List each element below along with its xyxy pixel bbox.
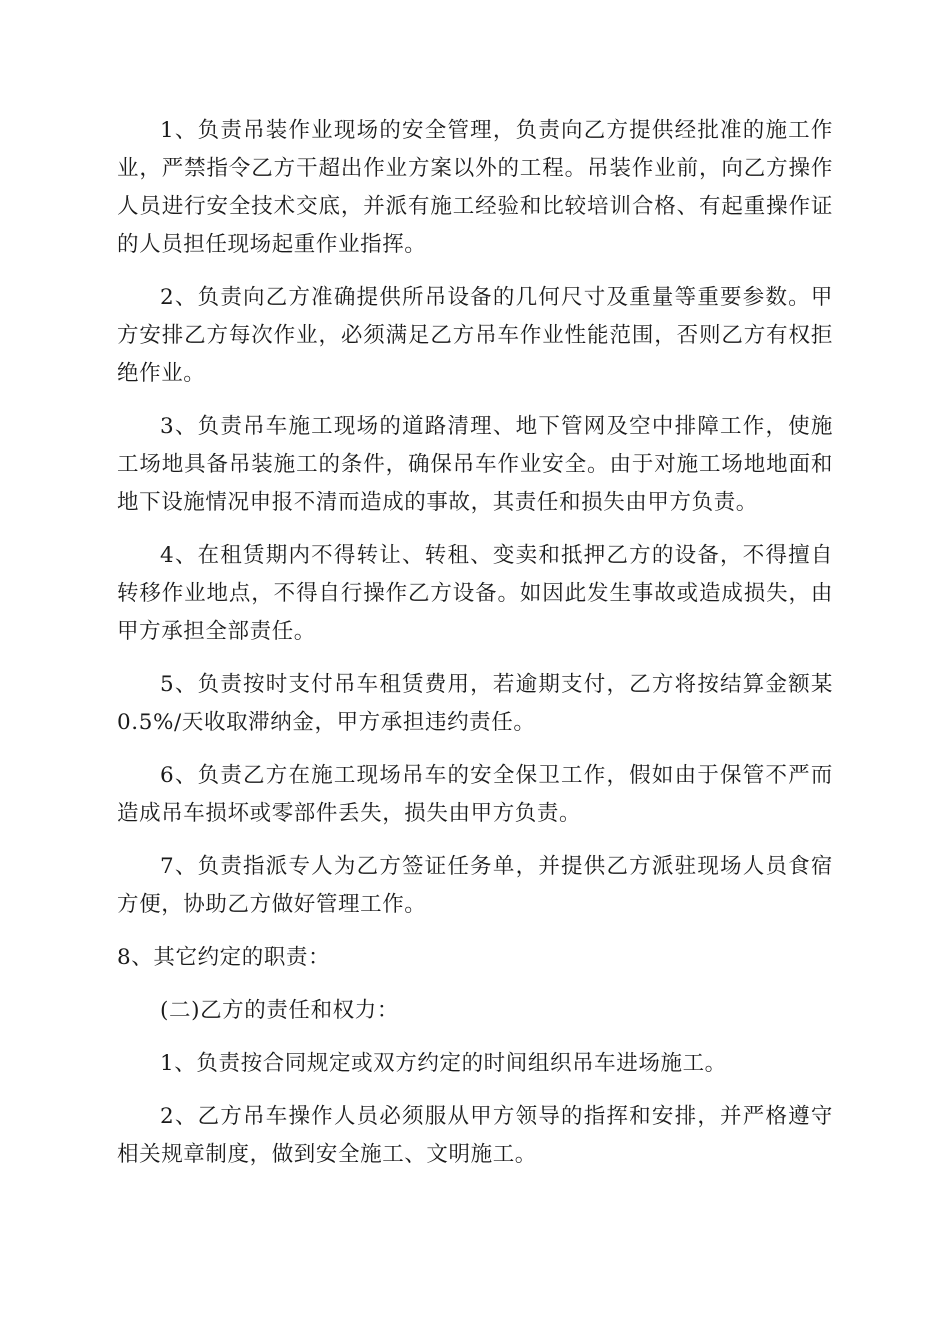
section-heading-party-b: (二)乙方的责任和权力：	[160, 998, 399, 1023]
paragraph-party-a-duty-4: 4、在租赁期内不得转让、转租、变卖和抵押乙方的设备，不得擅自转移作业地点，不得自行操作乙方设备。如因此发生事故或造成损失，由甲方承担全部责任。	[117, 543, 833, 644]
paragraph-party-a-duty-8: 8、其它约定的职责：	[117, 945, 331, 970]
paragraph-party-a-duty-6: 6、负责乙方在施工现场吊车的安全保卫工作，假如由于保管不严而造成吊车损坏或零部件丢失，损失由甲方负责。	[117, 763, 833, 826]
paragraph-party-a-duty-7: 7、负责指派专人为乙方签证任务单，并提供乙方派驻现场人员食宿方便，协助乙方做好管理工作。	[117, 854, 833, 917]
paragraph-party-a-duty-1: 1、负责吊装作业现场的安全管理，负责向乙方提供经批准的施工作业，严禁指令乙方干超出作业方案以外的工程。吊装作业前，向乙方操作人员进行安全技术交底，并派有施工经验和比较培训合格、有起重操作证的人员担任现场起重作业指挥。	[117, 118, 833, 257]
paragraph-party-a-duty-2: 2、负责向乙方准确提供所吊设备的几何尺寸及重量等重要参数。甲方安排乙方每次作业，必须满足乙方吊车作业性能范围，否则乙方有权拒绝作业。	[117, 285, 833, 386]
document-body	[117, 112, 833, 1189]
paragraph-party-a-duty-5: 5、负责按时支付吊车租赁费用，若逾期支付，乙方将按结算金额某0.5%/天收取滞纳金，甲方承担违约责任。	[117, 672, 833, 735]
paragraph-party-a-duty-3: 3、负责吊车施工现场的道路清理、地下管网及空中排障工作，使施工场地具备吊装施工的条件，确保吊车作业安全。由于对施工场地地面和地下设施情况申报不清而造成的事故，其责任和损失由甲方负责。	[117, 414, 833, 515]
paragraph-party-b-duty-2: 2、乙方吊车操作人员必须服从甲方领导的指挥和安排，并严格遵守相关规章制度，做到安全施工、文明施工。	[117, 1104, 833, 1167]
paragraph-party-b-duty-1: 1、负责按合同规定或双方约定的时间组织吊车进场施工。	[160, 1051, 727, 1076]
